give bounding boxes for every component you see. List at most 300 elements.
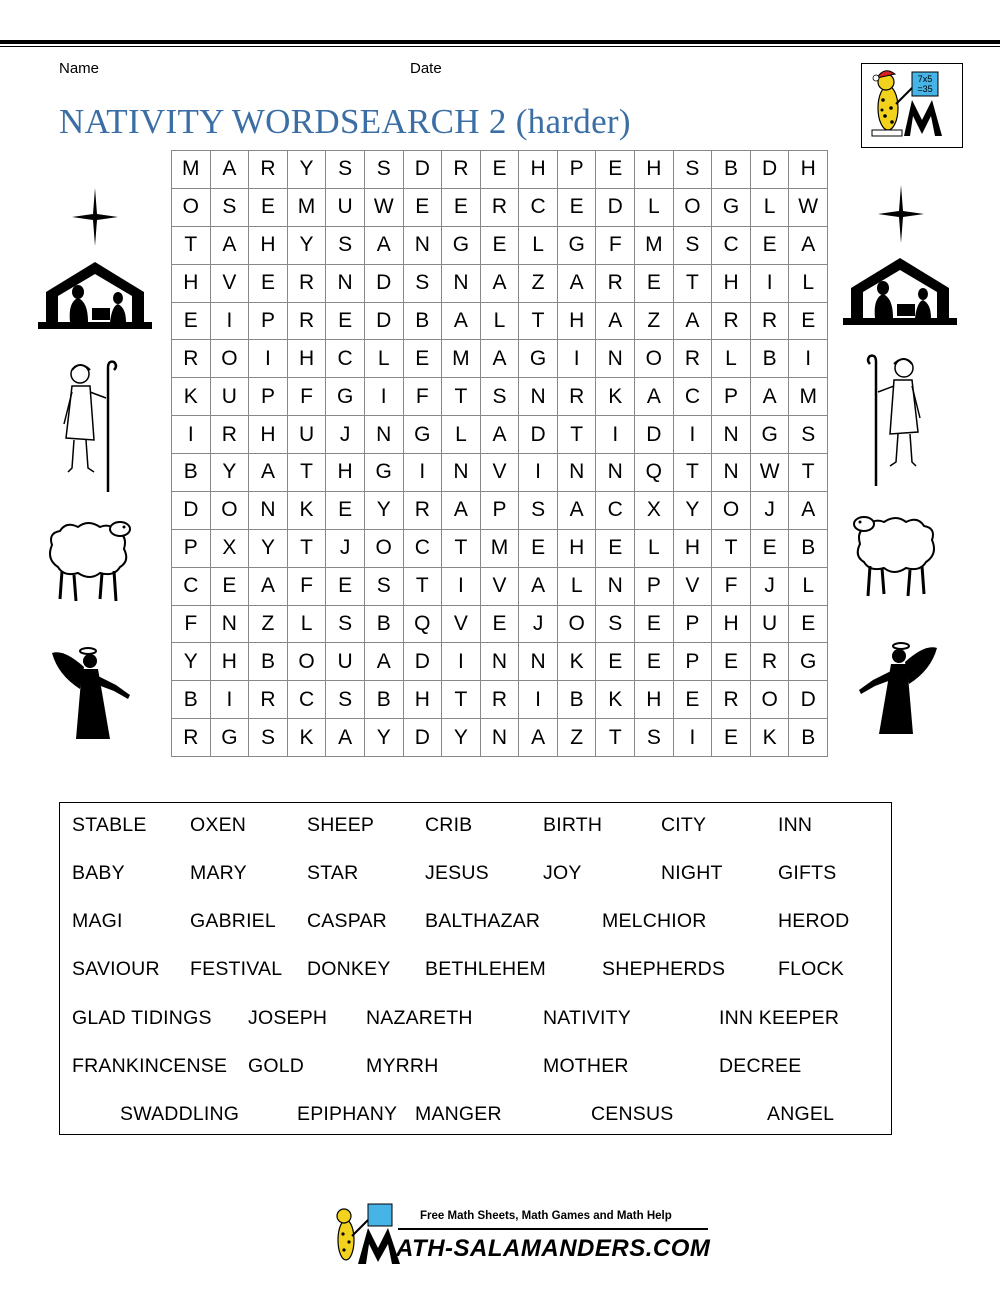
grid-cell: P (172, 530, 211, 568)
grid-cell: V (674, 568, 713, 606)
word-list-item: STAR (307, 862, 359, 884)
grid-cell: E (635, 643, 674, 681)
grid-cell: L (442, 416, 481, 454)
grid-cell: H (249, 227, 288, 265)
word-list-item: BABY (72, 862, 125, 884)
grid-cell: G (712, 189, 751, 227)
grid-cell: P (481, 492, 520, 530)
grid-cell: L (288, 606, 327, 644)
grid-cell: I (442, 643, 481, 681)
grid-cell: F (172, 606, 211, 644)
word-list-item: MYRRH (366, 1055, 439, 1077)
grid-cell: T (674, 454, 713, 492)
grid-cell: Y (211, 454, 250, 492)
word-list-item: GABRIEL (190, 910, 276, 932)
grid-cell: B (172, 454, 211, 492)
grid-cell: I (519, 681, 558, 719)
grid-cell: S (326, 151, 365, 189)
grid-cell: A (442, 303, 481, 341)
grid-cell: E (172, 303, 211, 341)
grid-cell: S (635, 719, 674, 757)
grid-cell: I (558, 340, 597, 378)
grid-cell: I (249, 340, 288, 378)
grid-cell: A (365, 227, 404, 265)
grid-cell: N (442, 454, 481, 492)
grid-cell: R (172, 719, 211, 757)
sheep-icon (44, 515, 134, 610)
logo-badge-bottom: =35 (917, 84, 933, 94)
grid-cell: S (404, 265, 443, 303)
grid-cell: I (751, 265, 790, 303)
grid-cell: F (288, 568, 327, 606)
word-list-item: MELCHIOR (602, 910, 707, 932)
grid-cell: S (674, 151, 713, 189)
grid-cell: Z (558, 719, 597, 757)
word-list-item: MAGI (72, 910, 123, 932)
grid-cell: Y (365, 719, 404, 757)
grid-cell: K (596, 378, 635, 416)
salamander-logo-icon (861, 63, 963, 148)
grid-cell: I (674, 416, 713, 454)
grid-cell: T (442, 681, 481, 719)
grid-cell: H (712, 606, 751, 644)
grid-cell: V (442, 606, 481, 644)
grid-cell: D (365, 265, 404, 303)
grid-cell: T (674, 265, 713, 303)
grid-cell: O (712, 492, 751, 530)
grid-cell: N (558, 454, 597, 492)
grid-cell: E (789, 606, 828, 644)
grid-cell: H (789, 151, 828, 189)
grid-cell: E (712, 643, 751, 681)
grid-cell: U (751, 606, 790, 644)
grid-cell: N (519, 378, 558, 416)
grid-cell: T (596, 719, 635, 757)
grid-cell: Y (288, 151, 327, 189)
grid-cell: E (481, 606, 520, 644)
grid-cell: O (288, 643, 327, 681)
grid-cell: E (326, 492, 365, 530)
name-label: Name (59, 60, 100, 77)
grid-cell: M (789, 378, 828, 416)
grid-cell: T (519, 303, 558, 341)
grid-cell: F (288, 378, 327, 416)
grid-cell: E (674, 681, 713, 719)
grid-cell: L (519, 227, 558, 265)
grid-cell: I (404, 454, 443, 492)
word-list-item: INN KEEPER (719, 1007, 840, 1029)
grid-cell: I (442, 568, 481, 606)
grid-cell: S (326, 681, 365, 719)
grid-cell: N (211, 606, 250, 644)
grid-cell: E (596, 151, 635, 189)
grid-cell: E (326, 568, 365, 606)
grid-cell: H (326, 454, 365, 492)
word-list-item: DECREE (719, 1055, 802, 1077)
grid-cell: S (674, 227, 713, 265)
grid-cell: D (519, 416, 558, 454)
word-list-item: NIGHT (661, 862, 723, 884)
grid-cell: L (481, 303, 520, 341)
star-icon (72, 188, 118, 251)
grid-cell: T (404, 568, 443, 606)
grid-cell: Z (249, 606, 288, 644)
angel-icon (50, 645, 134, 746)
grid-cell: L (365, 340, 404, 378)
grid-cell: B (712, 151, 751, 189)
grid-cell: E (249, 189, 288, 227)
grid-cell: O (674, 189, 713, 227)
grid-cell: M (442, 340, 481, 378)
grid-cell: H (519, 151, 558, 189)
grid-cell: M (288, 189, 327, 227)
grid-cell: O (558, 606, 597, 644)
grid-cell: K (596, 681, 635, 719)
grid-cell: U (211, 378, 250, 416)
word-list-item: BETHLEHEM (425, 958, 546, 980)
grid-cell: X (635, 492, 674, 530)
grid-cell: N (249, 492, 288, 530)
grid-cell: L (635, 189, 674, 227)
grid-cell: G (558, 227, 597, 265)
grid-cell: H (404, 681, 443, 719)
word-list-box (59, 802, 892, 1135)
grid-cell: A (596, 303, 635, 341)
grid-cell: A (326, 719, 365, 757)
word-list-item: MOTHER (543, 1055, 629, 1077)
grid-cell: Y (249, 530, 288, 568)
word-list-item: SAVIOUR (72, 958, 160, 980)
word-list-item: ANGEL (767, 1103, 835, 1125)
grid-cell: P (558, 151, 597, 189)
grid-cell: B (172, 681, 211, 719)
grid-cell: T (558, 416, 597, 454)
grid-cell: N (481, 719, 520, 757)
grid-cell: R (249, 151, 288, 189)
grid-cell: G (326, 378, 365, 416)
nativity-stable-icon (843, 258, 957, 331)
grid-cell: C (288, 681, 327, 719)
grid-cell: E (751, 530, 790, 568)
date-label: Date (410, 60, 442, 77)
grid-cell: V (211, 265, 250, 303)
grid-cell: R (249, 681, 288, 719)
grid-cell: I (519, 454, 558, 492)
grid-cell: W (365, 189, 404, 227)
grid-cell: R (596, 265, 635, 303)
grid-cell: A (674, 303, 713, 341)
grid-cell: A (558, 265, 597, 303)
word-list-item: CENSUS (591, 1103, 674, 1125)
grid-cell: T (172, 227, 211, 265)
word-list-item: NAZARETH (366, 1007, 473, 1029)
grid-cell: E (635, 606, 674, 644)
grid-cell: N (596, 340, 635, 378)
grid-cell: P (249, 303, 288, 341)
grid-cell: U (288, 416, 327, 454)
grid-cell: B (404, 303, 443, 341)
star-icon (878, 185, 924, 248)
grid-cell: R (481, 681, 520, 719)
grid-cell: N (481, 643, 520, 681)
shepherd-icon (58, 358, 118, 499)
grid-cell: O (211, 492, 250, 530)
grid-cell: O (172, 189, 211, 227)
grid-cell: J (519, 606, 558, 644)
word-list-item: JOY (543, 862, 582, 884)
word-list-item: BALTHAZAR (425, 910, 541, 932)
grid-cell: E (211, 568, 250, 606)
grid-cell: D (789, 681, 828, 719)
grid-cell: J (326, 530, 365, 568)
grid-cell: R (751, 643, 790, 681)
grid-cell: H (674, 530, 713, 568)
angel-icon (855, 640, 939, 741)
grid-cell: S (789, 416, 828, 454)
grid-cell: E (558, 189, 597, 227)
grid-cell: E (481, 227, 520, 265)
grid-cell: H (558, 303, 597, 341)
grid-cell: C (674, 378, 713, 416)
grid-cell: E (249, 265, 288, 303)
grid-cell: J (751, 492, 790, 530)
grid-cell: K (288, 492, 327, 530)
grid-cell: S (365, 568, 404, 606)
nativity-stable-icon (38, 262, 152, 335)
grid-cell: A (635, 378, 674, 416)
grid-cell: O (751, 681, 790, 719)
word-list-item: SHEEP (307, 814, 375, 836)
grid-cell: F (712, 568, 751, 606)
grid-cell: G (442, 227, 481, 265)
grid-cell: E (404, 189, 443, 227)
grid-cell: I (211, 303, 250, 341)
grid-cell: C (172, 568, 211, 606)
grid-cell: R (481, 189, 520, 227)
grid-cell: D (404, 151, 443, 189)
word-list-item: CITY (661, 814, 707, 836)
grid-cell: R (288, 303, 327, 341)
grid-cell: S (519, 492, 558, 530)
grid-cell: E (712, 719, 751, 757)
grid-cell: S (326, 227, 365, 265)
grid-cell: C (712, 227, 751, 265)
grid-cell: Q (635, 454, 674, 492)
grid-cell: F (596, 227, 635, 265)
word-list-item: EPIPHANY (297, 1103, 398, 1125)
grid-cell: B (365, 606, 404, 644)
grid-cell: E (442, 189, 481, 227)
grid-cell: Y (172, 643, 211, 681)
word-list-item: NATIVITY (543, 1007, 631, 1029)
grid-cell: N (404, 227, 443, 265)
grid-cell: I (211, 681, 250, 719)
grid-cell: A (481, 265, 520, 303)
grid-cell: K (172, 378, 211, 416)
grid-cell: A (789, 492, 828, 530)
word-list-item: SHEPHERDS (602, 958, 726, 980)
grid-cell: S (596, 606, 635, 644)
grid-cell: R (712, 681, 751, 719)
grid-cell: U (326, 643, 365, 681)
word-list-item: JESUS (425, 862, 489, 884)
word-list-item: GOLD (248, 1055, 305, 1077)
grid-cell: B (249, 643, 288, 681)
grid-cell: Y (365, 492, 404, 530)
grid-cell: T (789, 454, 828, 492)
word-list-item: GIFTS (778, 862, 837, 884)
word-list-item: FESTIVAL (190, 958, 283, 980)
grid-cell: T (712, 530, 751, 568)
word-list-item: DONKEY (307, 958, 391, 980)
grid-cell: R (558, 378, 597, 416)
grid-cell: N (712, 416, 751, 454)
grid-cell: R (172, 340, 211, 378)
grid-cell: L (789, 568, 828, 606)
grid-cell: E (751, 227, 790, 265)
grid-cell: Y (674, 492, 713, 530)
grid-cell: I (789, 340, 828, 378)
grid-cell: L (558, 568, 597, 606)
grid-cell: N (519, 643, 558, 681)
grid-cell: T (288, 530, 327, 568)
grid-cell: N (365, 416, 404, 454)
footer-divider (398, 1228, 708, 1230)
grid-cell: A (789, 227, 828, 265)
grid-cell: P (674, 606, 713, 644)
grid-cell: G (365, 454, 404, 492)
grid-cell: H (635, 681, 674, 719)
grid-cell: G (404, 416, 443, 454)
grid-cell: J (751, 568, 790, 606)
grid-cell: R (674, 340, 713, 378)
grid-cell: K (751, 719, 790, 757)
grid-cell: H (712, 265, 751, 303)
grid-cell: A (211, 151, 250, 189)
grid-cell: O (635, 340, 674, 378)
grid-cell: B (558, 681, 597, 719)
grid-cell: E (789, 303, 828, 341)
grid-cell: S (365, 151, 404, 189)
grid-cell: N (712, 454, 751, 492)
grid-cell: D (365, 303, 404, 341)
grid-cell: I (596, 416, 635, 454)
shepherd-icon (866, 352, 926, 493)
grid-cell: D (404, 643, 443, 681)
grid-cell: K (288, 719, 327, 757)
grid-cell: A (365, 643, 404, 681)
grid-cell: E (635, 265, 674, 303)
grid-cell: T (442, 378, 481, 416)
grid-cell: A (519, 568, 558, 606)
grid-cell: W (751, 454, 790, 492)
grid-cell: N (596, 568, 635, 606)
grid-cell: B (789, 719, 828, 757)
grid-cell: G (519, 340, 558, 378)
grid-cell: L (751, 189, 790, 227)
grid-cell: A (519, 719, 558, 757)
grid-cell: W (789, 189, 828, 227)
grid-cell: I (172, 416, 211, 454)
grid-cell: A (249, 568, 288, 606)
grid-cell: C (404, 530, 443, 568)
grid-cell: D (751, 151, 790, 189)
grid-cell: C (326, 340, 365, 378)
word-list-item: JOSEPH (248, 1007, 328, 1029)
footer-tagline: Free Math Sheets, Math Games and Math Help (420, 1210, 672, 1222)
grid-cell: D (596, 189, 635, 227)
grid-cell: L (635, 530, 674, 568)
footer-brand: ATH-SALAMANDERS.COM (396, 1235, 711, 1262)
grid-cell: E (404, 340, 443, 378)
grid-cell: E (596, 643, 635, 681)
grid-cell: E (519, 530, 558, 568)
grid-cell: S (326, 606, 365, 644)
grid-cell: R (712, 303, 751, 341)
grid-cell: O (211, 340, 250, 378)
grid-cell: Z (519, 265, 558, 303)
word-list-item: BIRTH (543, 814, 603, 836)
grid-cell: A (481, 416, 520, 454)
grid-cell: H (211, 643, 250, 681)
grid-cell: H (288, 340, 327, 378)
grid-cell: A (751, 378, 790, 416)
word-list-item: GLAD TIDINGS (72, 1007, 212, 1029)
word-list-item: OXEN (190, 814, 247, 836)
page-title: NATIVITY WORDSEARCH 2 (harder) (59, 102, 631, 141)
grid-cell: N (596, 454, 635, 492)
word-list-item: HEROD (778, 910, 850, 932)
grid-cell: E (481, 151, 520, 189)
word-list-item: SWADDLING (120, 1103, 240, 1125)
grid-cell: T (442, 530, 481, 568)
grid-cell: S (211, 189, 250, 227)
top-rule-thin (0, 46, 1000, 47)
grid-cell: L (712, 340, 751, 378)
grid-cell: N (442, 265, 481, 303)
word-list-item: INN (778, 814, 813, 836)
grid-cell: O (365, 530, 404, 568)
grid-cell: B (751, 340, 790, 378)
word-list-item: MANGER (415, 1103, 502, 1125)
grid-cell: I (365, 378, 404, 416)
grid-cell: S (481, 378, 520, 416)
grid-cell: L (789, 265, 828, 303)
grid-cell: S (249, 719, 288, 757)
grid-cell: M (481, 530, 520, 568)
grid-cell: M (172, 151, 211, 189)
grid-cell: H (558, 530, 597, 568)
grid-cell: M (635, 227, 674, 265)
grid-cell: J (326, 416, 365, 454)
grid-cell: V (481, 568, 520, 606)
grid-cell: F (404, 378, 443, 416)
grid-cell: D (404, 719, 443, 757)
word-list-item: STABLE (72, 814, 147, 836)
logo-badge-top: 7x5 (917, 74, 933, 84)
grid-cell: A (211, 227, 250, 265)
grid-cell: N (326, 265, 365, 303)
top-rule (0, 40, 1000, 44)
grid-cell: K (558, 643, 597, 681)
grid-cell: G (789, 643, 828, 681)
grid-cell: B (789, 530, 828, 568)
grid-cell: P (712, 378, 751, 416)
word-list-item: MARY (190, 862, 247, 884)
word-list-item: FLOCK (778, 958, 845, 980)
grid-cell: E (326, 303, 365, 341)
grid-cell: H (249, 416, 288, 454)
